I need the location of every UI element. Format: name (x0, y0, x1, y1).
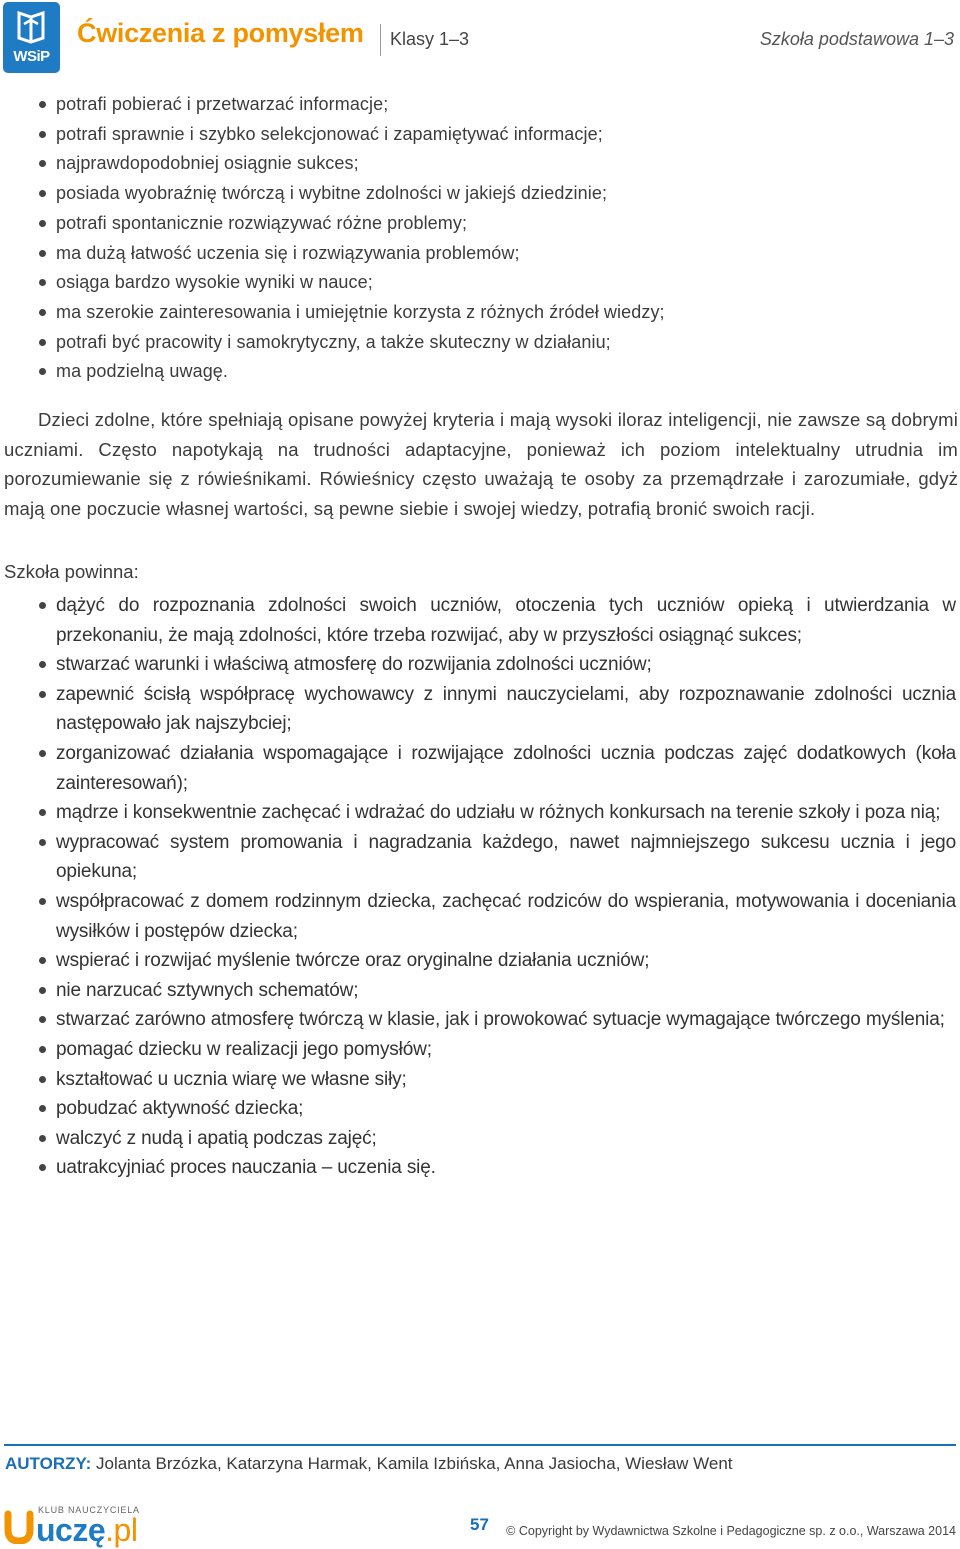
site-logo[interactable] (36, 1512, 137, 1549)
list-item: stwarzać zarówno atmosferę twórczą w klasie, jak i prowokować sytuacje wymagające twórczego myślenia; (0, 1005, 956, 1035)
header-divider (380, 24, 381, 56)
list-item: potrafi sprawnie i szybko selekcjonować i zapamiętywać informacje; (0, 120, 960, 150)
list-item: kształtować u ucznia wiarę we własne siły; (0, 1065, 956, 1095)
traits-list (0, 90, 960, 387)
page-content (0, 90, 960, 1183)
authors-names: Jolanta Brzózka, Katarzyna Harmak, Kamila Izbińska, Anna Jasiocha, Wiesław Went (96, 1454, 733, 1473)
footer-divider (4, 1444, 956, 1446)
list-item: potrafi być pracowity i samokrytyczny, a także skuteczny w działaniu; (0, 328, 960, 358)
page-number: 57 (470, 1515, 489, 1534)
list-item: współpracować z domem rodzinnym dziecka, zachęcać rodziców do wspierania, motywowania i doceniania wysiłków i postępów dziecka; (0, 887, 956, 946)
wsip-logo[interactable] (3, 2, 60, 73)
logo-text: WSiP (13, 48, 50, 65)
list-item: stwarzać warunki i właściwą atmosferę do rozwijania zdolności uczniów; (0, 650, 956, 680)
school-duties-list (0, 591, 960, 1183)
list-item: zorganizować działania wspomagające i rozwijające zdolności ucznia podczas zajęć dodatkowych (koła zainteresowań); (0, 739, 956, 798)
list-item: wypracować system promowania i nagradzania każdego, nawet najmniejszego sukcesu ucznia i jego opiekuna; (0, 828, 956, 887)
site-suffix: .pl (105, 1512, 138, 1548)
ucze-logo-icon[interactable] (4, 1510, 34, 1544)
page-header (0, 0, 960, 80)
authors-label: AUTORZY: (5, 1454, 92, 1473)
list-item: najprawdopodobniej osiągnie sukces; (0, 149, 960, 179)
page-title: Ćwiczenia z pomysłem (77, 18, 364, 48)
list-item: pomagać dziecku w realizacji jego pomysłów; (0, 1035, 956, 1065)
section-heading: Szkoła powinna: (4, 561, 139, 583)
list-item: dążyć do rozpoznania zdolności swoich uczniów, otoczenia tych uczniów opieką i utwierdzania w przekonaniu, że mają zdolności, które trzeba rozwijać, aby w przyszłości osiągnąć sukces; (0, 591, 956, 650)
grade-subtitle: Klasy 1–3 (390, 29, 470, 49)
list-item: wspierać i rozwijać myślenie twórcze oraz oryginalne działania uczniów; (0, 946, 956, 976)
club-label: KLUB NAUCZYCIELA (38, 1505, 140, 1515)
list-item: nie narzucać sztywnych schematów; (0, 976, 956, 1006)
list-item: zapewnić ścisłą współpracę wychowawcy z innymi nauczycielami, aby rozpoznawanie zdolności ucznia następowało jak najszybciej; (0, 680, 956, 739)
school-level: Szkoła podstawowa 1–3 (759, 29, 954, 49)
list-item: potrafi pobierać i przetwarzać informacje; (0, 90, 960, 120)
list-item: ma dużą łatwość uczenia się i rozwiązywania problemów; (0, 239, 960, 269)
list-item: posiada wyobraźnię twórczą i wybitne zdolności w jakiejś dziedzinie; (0, 179, 960, 209)
body-paragraph: Dzieci zdolne, które spełniają opisane powyżej kryteria i mają wysoki iloraz inteligencji, nie zawsze są dobrymi uczniami. Często napotykają na trudności adaptacyjne, ponieważ ich poziom intelektualny utrudnia im porozumiewanie się z rówieśnikami. Rówieśnicy często uważają te osoby za przemądrzałe i zarozumiałe, gdyż mają one poczucie własnej wartości, są pewne siebie i swojej wiedzy, potrafią bronić swoich racji. (4, 409, 958, 519)
site-main: uczę (36, 1512, 106, 1548)
list-item: ma podzielną uwagę. (0, 357, 960, 387)
list-item: mądrze i konsekwentnie zachęcać i wdrażać do udziału w różnych konkursach na terenie szkoły i poza nią; (0, 798, 956, 828)
list-item: uatrakcyjniać proces nauczania – uczenia się. (0, 1153, 956, 1183)
list-item: potrafi spontanicznie rozwiązywać różne problemy; (0, 209, 960, 239)
list-item: ma szerokie zainteresowania i umiejętnie korzysta z różnych źródeł wiedzy; (0, 298, 960, 328)
authors-line (5, 1454, 733, 1474)
copyright-notice: © Copyright by Wydawnictwa Szkolne i Pedagogiczne sp. z o.o., Warszawa 2014 (506, 1524, 956, 1538)
list-item: osiąga bardzo wysokie wyniki w nauce; (0, 268, 960, 298)
list-item: walczyć z nudą i apatią podczas zajęć; (0, 1124, 956, 1154)
book-icon (16, 10, 47, 44)
list-item: pobudzać aktywność dziecka; (0, 1094, 956, 1124)
